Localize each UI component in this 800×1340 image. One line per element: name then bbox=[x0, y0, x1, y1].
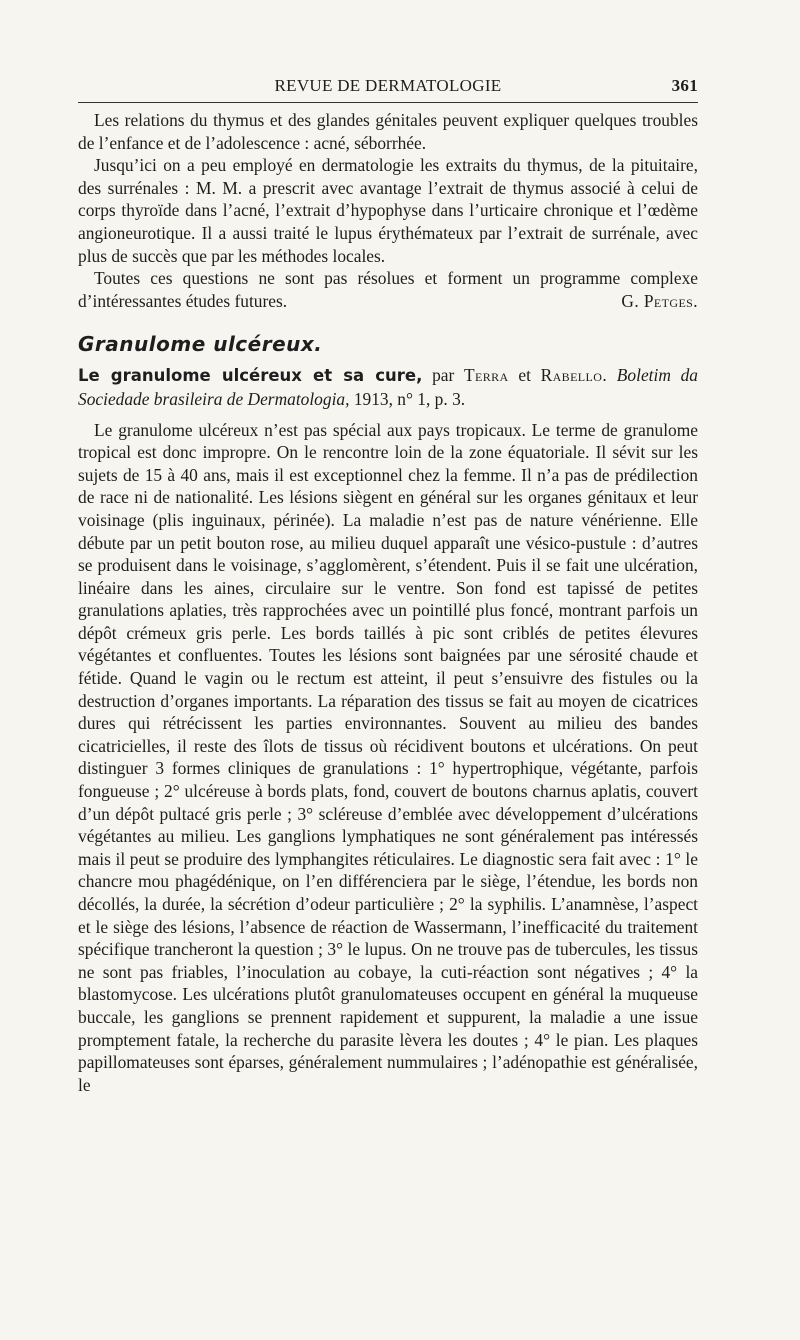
section-title: Granulome ulcéreux. bbox=[78, 332, 323, 357]
entry-author-2: Rabello. bbox=[540, 365, 608, 386]
entry-citation: 1913, n° 1, p. 3. bbox=[353, 388, 466, 409]
signature: G. Petges. bbox=[621, 290, 698, 311]
entry-by: par bbox=[432, 365, 455, 386]
closing-text: Toutes ces questions ne sont pas résolues et forment un programme complexe d’intéressantes études futures. bbox=[78, 268, 698, 311]
entry-journal: Boletim da Sociedade brasileira de Dermatologia, bbox=[78, 365, 698, 409]
running-head-title: REVUE DE DERMATOLOGIE bbox=[274, 76, 502, 95]
entry-author-1: Terra bbox=[464, 365, 509, 386]
intro-paragraph-2: Jusqu’ici on a peu employé en dermatologie les extraits du thymus, de la pituitaire, des surrénales : M. M. a prescrit avec avantage l’extrait de thymus associé à celui de corps thyroïde dans l’acné, l’extrait d’hypophyse dans l’urticaire chronique et l’œdème angioneurotique. Il a aussi traité le lupus érythémateux par l’extrait de surrénale, avec plus de succès que par les méthodes locales. bbox=[78, 155, 698, 266]
page-number: 361 bbox=[671, 76, 698, 95]
body-paragraph: Le granulome ulcéreux n’est pas spécial aux pays tropicaux. Le terme de granulome tropical est donc impropre. On le rencontre loin de la zone équatoriale. Il sévit sur les sujets de 15 à 40 ans, mais il est exceptionnel chez la femme. Il n’a pas de prédilection de race ni de nationalité. Les lésions siègent en général sur les organes génitaux et leur voisinage (plis inguinaux, périnée). La maladie n’est pas de nature vénérienne. Elle débute par un petit bouton rose, au milieu duquel apparaît une vésico-pustule : d’autres se produisent dans le voisinage, s’agglomèrent, s’étendent. Puis il se fait une ulcération, linéaire dans les aines, circulaire sur le ventre. Son fond est tapissé de petites granulations aplaties, très rapprochées avec un pointillé plus foncé, montrant parfois un dépôt crémeux gris perle. Les bords taillés à pic sont criblés de petites élevures végétantes et confluentes. Toutes les lésions sont baignées par une sérosité chaude et fétide. Quand le vagin ou le rectum est atteint, il peut s’ensuivre des fistules ou la destruction d’organes importants. La réparation des tissus se fait au moyen de cicatrices dures qui rétrécissent les parties environnantes. Souvent au milieu des bandes cicatricielles, il reste des îlots de tissus où récidivent boutons et ulcérations. On peut distinguer 3 formes cliniques de granulations : 1° hypertrophique, végétante, parfois fongueuse ; 2° ulcéreuse à bords plats, fond, couvert de boutons charnus aplatis, couvert d’un dépôt pultacé gris perle ; 3° scléreuse d’emblée avec développement d’ulcérations végétantes au milieu. Les ganglions lymphatiques ne sont généralement pas intéressés mais il peut se produire des lymphangites réticulaires. Le diagnostic sera fait avec : 1° le chancre mou phagédénique, on l’en différenciera par le siège, l’étendue, les bords non décollés, la durée, la sécrétion d’odeur particulière ; 2° la syphilis. L’anamnèse, l’aspect et le siège des lésions, l’absence de réaction de Wassermann, l’inefficacité du traitement spécifique trancheront la question ; 3° le lupus. On ne trouve pas de tubercules, les tissus ne sont pas friables, l’inoculation au cobaye, la cuti-réaction sont négatives ; 4° la blastomycose. Les ulcérations plutôt granulomateuses occupent en général la muqueuse buccale, les ganglions se prennent rapidement et suppurent, la maladie a une issue promptement fatale, la recherche du parasite lèvera les doutes ; 4° le pian. Les plaques papillomateuses sont éparses, généralement nummulaires ; l’adénopathie est généralisée, le bbox=[78, 419, 698, 1095]
closing-paragraph bbox=[78, 267, 698, 312]
entry-title: Le granulome ulcéreux et sa cure, bbox=[78, 366, 423, 386]
journal-page bbox=[78, 76, 698, 1096]
entry-and: et bbox=[518, 365, 531, 386]
intro-paragraph-1: Les relations du thymus et des glandes génitales peuvent expliquer quelques troubles de l’enfance et de l’adolescence : acné, séborrhée. bbox=[78, 110, 698, 153]
header-rule bbox=[78, 102, 698, 103]
running-head bbox=[78, 76, 698, 102]
entry-heading bbox=[78, 364, 698, 410]
